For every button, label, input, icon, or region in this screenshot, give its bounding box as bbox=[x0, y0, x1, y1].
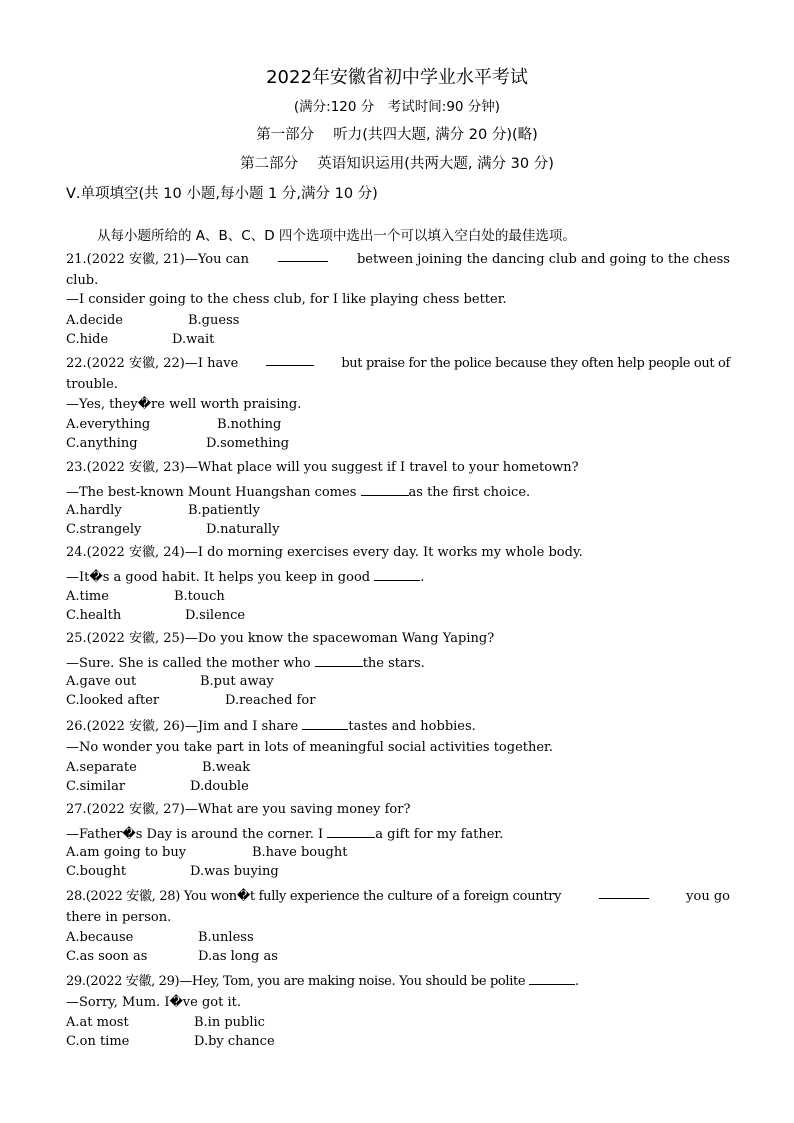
question-29-option-c: C.on time bbox=[66, 1034, 130, 1049]
question-29-option-b: B.in public bbox=[194, 1015, 265, 1030]
question-28-option-a: A.because bbox=[66, 930, 134, 945]
question-26-option-d: D.double bbox=[190, 779, 249, 794]
question-21-stem: 21.(2022 安徽, 21)—You can between joining the dancing club and going to the chess club. bbox=[66, 249, 730, 291]
question-24-option-d: D.silence bbox=[185, 608, 246, 623]
question-25-stem: 25.(2022 安徽, 25)—Do you know the spacewoman Wang Yaping? bbox=[66, 631, 495, 646]
question-23-reply: —The best-known Mount Huangshan comes as the first choice. bbox=[66, 485, 531, 500]
question-21-reply: —I consider going to the chess club, for I like playing chess better. bbox=[66, 292, 507, 307]
question-23-stem: 23.(2022 安徽, 23)—What place will you suggest if I travel to your hometown? bbox=[66, 460, 579, 475]
question-23-option-a: A.hardly bbox=[66, 503, 122, 518]
answer-blank bbox=[266, 353, 314, 366]
question-21-option-b: B.guess bbox=[188, 313, 240, 328]
answer-blank bbox=[599, 886, 649, 899]
question-29-stem: 29.(2022 安徽, 29)—Hey, Tom, you are making noise. You should be polite . bbox=[66, 974, 579, 989]
question-22-option-a: A.everything bbox=[66, 417, 151, 432]
question-23-option-b: B.patiently bbox=[188, 503, 260, 518]
question-27-option-b: B.have bought bbox=[252, 845, 348, 860]
answer-blank bbox=[302, 717, 348, 730]
exam-title: 2022年安徽省初中学业水平考试 bbox=[266, 67, 528, 88]
question-22-stem: 22.(2022 安徽, 22)—I have but praise for the police because they often help people out of trouble. bbox=[66, 353, 730, 395]
question-21-option-c: C.hide bbox=[66, 332, 109, 347]
answer-blank bbox=[315, 654, 363, 667]
question-24-stem: 24.(2022 安徽, 24)—I do morning exercises every day. It works my whole body. bbox=[66, 545, 583, 560]
question-27-stem: 27.(2022 安徽, 27)—What are you saving money for? bbox=[66, 802, 411, 817]
question-26-option-c: C.similar bbox=[66, 779, 126, 794]
question-22-option-c: C.anything bbox=[66, 436, 138, 451]
question-29-option-a: A.at most bbox=[66, 1015, 129, 1030]
question-26-option-a: A.separate bbox=[66, 760, 137, 775]
answer-blank bbox=[374, 568, 420, 581]
answer-blank bbox=[529, 972, 575, 985]
answer-blank bbox=[361, 483, 409, 496]
question-25-option-d: D.reached for bbox=[225, 693, 316, 708]
question-27-option-c: C.bought bbox=[66, 864, 127, 879]
question-24-option-b: B.touch bbox=[174, 589, 225, 604]
question-25-option-b: B.put away bbox=[200, 674, 274, 689]
question-22-reply: —Yes, they�re well worth praising. bbox=[66, 397, 302, 412]
question-23-option-d: D.naturally bbox=[206, 522, 280, 537]
part-two-heading: 第二部分 英语知识运用(共两大题, 满分 30 分) bbox=[240, 156, 554, 172]
question-25-reply: —Sure. She is called the mother who the stars. bbox=[66, 656, 425, 671]
question-24-reply: —It�s a good habit. It helps you keep in good . bbox=[66, 570, 425, 585]
question-27-option-a: A.am going to buy bbox=[66, 845, 187, 860]
question-21-option-a: A.decide bbox=[66, 313, 123, 328]
question-26-reply: —No wonder you take part in lots of meaningful social activities together. bbox=[66, 740, 553, 755]
section-instruction: 从每小题所给的 A、B、C、D 四个选项中选出一个可以填入空白处的最佳选项。 bbox=[97, 228, 576, 244]
question-25-option-c: C.looked after bbox=[66, 693, 160, 708]
question-22-option-b: B.nothing bbox=[217, 417, 282, 432]
section-title: Ⅴ.单项填空(共 10 小题,每小题 1 分,满分 10 分) bbox=[66, 186, 378, 202]
question-26-option-b: B.weak bbox=[202, 760, 251, 775]
question-27-reply: —Father�s Day is around the corner. I a gift for my father. bbox=[66, 827, 504, 842]
question-21-option-d: D.wait bbox=[172, 332, 215, 347]
question-26-stem: 26.(2022 安徽, 26)—Jim and I share tastes and hobbies. bbox=[66, 719, 476, 734]
question-23-option-c: C.strangely bbox=[66, 522, 142, 537]
question-28-option-b: B.unless bbox=[198, 930, 254, 945]
question-22-option-d: D.something bbox=[206, 436, 290, 451]
question-28-stem: 28.(2022 安徽, 28) You won�t fully experience the culture of a foreign country you go there in person. bbox=[66, 886, 730, 928]
question-24-option-a: A.time bbox=[66, 589, 109, 604]
question-24-option-c: C.health bbox=[66, 608, 122, 623]
question-25-option-a: A.gave out bbox=[66, 674, 137, 689]
part-one-heading: 第一部分 听力(共四大题, 满分 20 分)(略) bbox=[256, 127, 538, 143]
score-and-time: (满分:120 分 考试时间:90 分钟) bbox=[293, 99, 501, 115]
question-29-option-d: D.by chance bbox=[194, 1034, 275, 1049]
question-29-reply: —Sorry, Mum. I�ve got it. bbox=[66, 995, 241, 1010]
question-27-option-d: D.was buying bbox=[190, 864, 279, 879]
question-28-option-c: C.as soon as bbox=[66, 949, 148, 964]
question-28-option-d: D.as long as bbox=[198, 949, 278, 964]
answer-blank bbox=[278, 249, 328, 262]
answer-blank bbox=[327, 825, 375, 838]
